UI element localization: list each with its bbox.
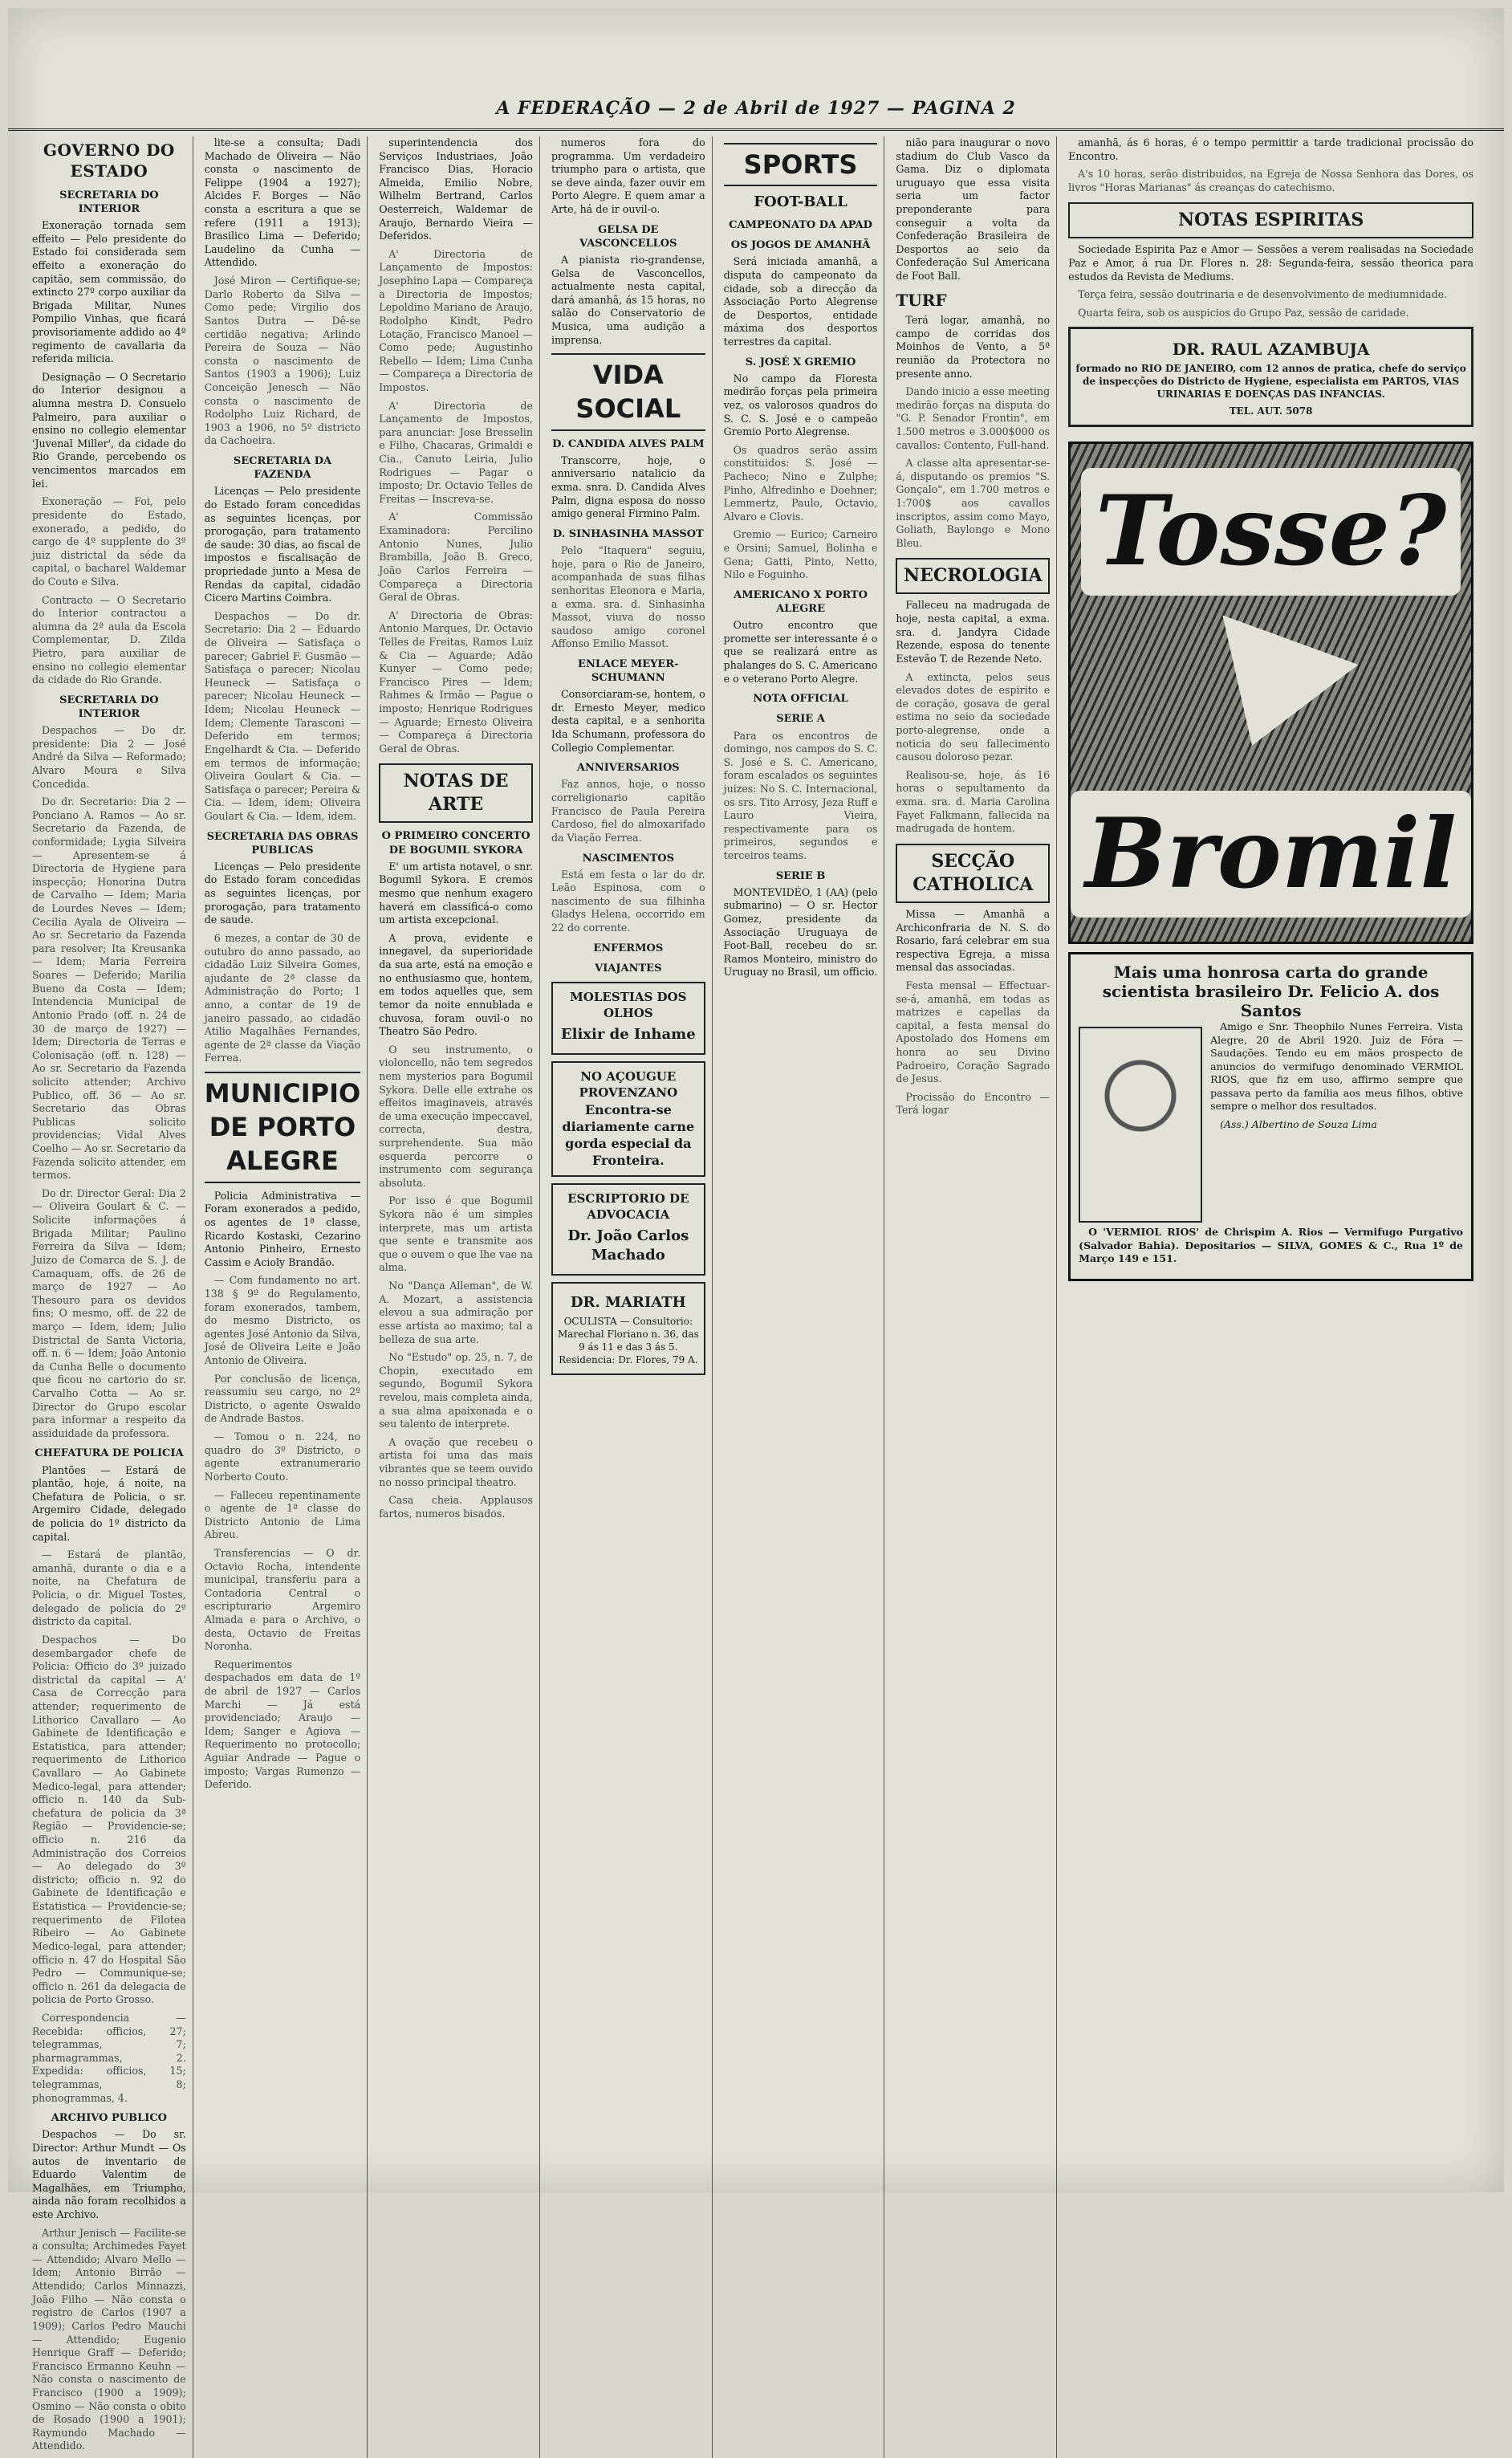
ad-advocacia <box>551 1183 705 1276</box>
article-text: Policia Administrativa — Foram exonerados a pedido, os agentes de 1ª classe, Ricardo Kostaski, Cezarino Antonio Pinheiro, Ernesto Cassim e Acioly Brandão. <box>204 1189 361 1268</box>
column-5 <box>724 136 885 2458</box>
article-text: Despachos — Do sr. Director: Arthur Mundt — Os autos de inventario de Eduardo Valentim de Magalhães, em Triumpho, ainda não foram recolhidos a este Archivo. <box>32 2128 186 2221</box>
subtitle-gelsa: GELSA DE VASCONCELLOS <box>579 223 677 250</box>
article-text: Consorciaram-se, hontem, o dr. Ernesto Meyer, medico desta capital, e a senhorita Ida Schumann, professora do Collegio Complementar. <box>551 688 705 754</box>
article-text: Designação — O Secretario do Interior designou a alumna mestra D. Consuelo Palmeiro, para auxiliar o ensino no collegio elementar 'Juvenal Miller', da cidade do Rio Grande, percebendo os vencimentos marcados em lei. <box>32 370 186 490</box>
subtitle-primeiro-concerto: O PRIMEIRO CONCERTO DE BOGUMIL SYKORA <box>381 830 530 857</box>
ad-head: NO AÇOUGUE PROVENZANO <box>579 1069 678 1101</box>
subtitle-football: FOOT-BALL <box>754 193 847 211</box>
ad-name: DR. RAUL AZAMBUJA <box>1172 339 1370 359</box>
ad-elixir-inhame <box>551 982 705 1055</box>
subtitle-viajantes: VIAJANTES <box>595 962 662 975</box>
subtitle-serie-a: SERIE A <box>776 713 825 726</box>
article-text: lite-se a consulta; Dadi Machado de Oliveira — Não consta o nascimento de Felippe (1904 a 1927); Alcides F. Borges — Não consta a escritura a que se refere (1911 a 1913); Brasilico Lima — Deferido; Laudelino da Cunha — Attendido. <box>204 136 361 269</box>
subtitle-enfermos: ENFERMOS <box>593 942 664 954</box>
subtitle-secretaria-obras: SECRETARIA DAS OBRAS PUBLICAS <box>206 830 359 857</box>
ad-name: DR. MARIATH <box>570 1294 686 1312</box>
subtitle-anniversarios: ANNIVERSARIOS <box>576 762 680 775</box>
tosse-word: Tosse? <box>1081 468 1461 595</box>
column-3 <box>379 136 540 2458</box>
article-body: A's 10 horas, serão distribuidos, na Egreja de Nossa Senhora das Dores, os livros "Horas Marianas" ás creanças do catechismo. <box>1068 168 1473 193</box>
article-body: — Com fundamento no art. 138 § 9º do Regulamento, foram exonerados, tambem, do mesmo Districto, os agentes José Antonio da Silva, José de Oliveira Leite e João Antonio de Oliveira. Por conclusão de licença, reassumiu seu cargo, no 2º Districto, o agente Oswaldo de Andrade Bastos. — Tomou o n. 224, no quadro do 3º Districto, o agente extranumerario Norberto Couto. — Falleceu repentinamente o agente de 1ª classe do Districto Antonio de Lima Abreu. Transferencias — O dr. Octavio Rocha, intendente municipal, transferiu para a Contadoria Central o escripturario Argemiro Almada e para o Archivo, o desta, Octavio de Freitas Noronha. Requerimentos despachados em data de 1º de abril de 1927 — Carlos Marchi — Já está providenciado; Araujo — Idem; Sanger e Agiova — Requerimento no protocollo; Aguiar Andrade — Pague o imposto; Vargas Rumenzo — Deferido. <box>204 1274 361 1791</box>
ad-text: Encontra-se diariamente carne gorda especial da Fronteira. <box>562 1101 695 1169</box>
article-text: Licenças — Pelo presidente do Estado foram concedidas as seguintes licenças, por prorogação, para tratamento de saude: 30 dias, ao fiscal de impostos e fiscalisação de propriedade junto a Mesa de Rendas da capital, cidadão Cicero Martins Coimbra. <box>204 485 361 604</box>
subtitle-enlace: ENLACE MEYER-SCHUMANN <box>578 657 679 685</box>
municipio-title: MUNICIPIO DE PORTO ALEGRE <box>205 1072 360 1183</box>
article-body: Despachos — Do dr. presidente: Dia 2 — José André da Silva — Reformado; Alvaro Moura e Silva Concedida. Do dr. Secretario: Dia 2 — Ponciano A. Ramos — Ao sr. Secretario da Fazenda, de conformidade; Lygia Silveira — Apresentem-se á Directoria de Hygiene para inspecção; Honorina Dutra de Carvalho — Idem; Maria de Lourdes Neves — Idem; Cecilia Ayala de Oliveira — Ao sr. Secretario da Fazenda para resolver; Ita Kreusanka — Idem; Maria Ferreira Soares — Deferido; Marilia Bueno da Costa — Idem; Intendencia Municipal de Antonio Prado (off. n. 24 de 30 de março de 1927) — Idem; Directoria de Terras e Colonisação (off. n. 128) — Ao sr. Secretario da Fazenda solicito attender; Archivo Publico, off. 36 — Ao sr. Secretario das Obras Publicas solicito providencias; Vidal Alves Coelho — Ao sr. Secretario da Fazenda solicito attender, em termos. Do dr. Director Geral: Dia 2 — Oliveira Goulart & C. — Solicite informações á Brigada Militar; Paulino Ferreira da Silva — Idem; Juizo de Comarca de S. J. de Camaquam, offs. de 26 de março de 1927 — Ao Thesouro para os devidos fins; O mesmo, off. de 22 de março — Idem, idem; Julio Districtal de Santa Victoria, off. n. 6 — Idem; João Antonio da Cunha Belle o documento que ficou no cartorio do sr. Carvalho Cotta — Ao sr. Director do Grupo escolar para informar a respeito da assiduidade da professora. <box>32 724 186 1439</box>
running-header: A FEDERAÇÃO — 2 de Abril de 1927 — PAGINA 2 <box>8 88 1504 131</box>
article-body: Terça feira, sessão doutrinaria e de desenvolvimento de mediumnidade. Quarta feira, sob os auspicios do Grupo Paz, sessão de caridade. <box>1078 288 1448 319</box>
article-body: Os quadros serão assim constituidos: S. José — Pacheco; Nino e Zulphe; Pinho, Alfredinho e Doehner; Lemmertz, Paulo, Octavio, Alvaro e Clovis. Gremio — Eurico; Carneiro e Orsini; Samuel, Bolinha e Gena; Gatti, Pinto, Netto, Nilo e Foguinho. <box>723 443 878 581</box>
subtitle-turf: TURF <box>896 290 947 310</box>
column-7 <box>1068 136 1480 2458</box>
child-portrait-icon <box>1079 1027 1202 1223</box>
article-body: 6 mezes, a contar de 30 de outubro do anno passado, ao cidadão Luiz Silveira Gomes, ajudante de 2ª classe da Administração do Porto; 1 anno, a contar de 19 de janeiro passado, ao cidadão Atilio Magalhães Fernandes, agente de 2ª classe da Viação Ferrea. <box>204 931 361 1064</box>
subtitle-nota-official: NOTA OFFICIAL <box>753 693 848 706</box>
article-text: Sociedade Espirita Paz e Amor — Sessões a verem realisadas na Sociedade Paz e Amor, á rua Dr. Flores n. 28: Segunda-feira, sessão theorica para estudos da Revista de Mediums. <box>1068 243 1473 283</box>
article-body: Festa mensal — Effectuar-se-á, amanhã, em todas as matrizes e capellas da capital, a festa mensal do Apostolado dos Homens em honra ao seu Divino Padroeiro, Coração Sagrado de Jesus. Procissão do Encontro — Terá logar <box>896 979 1051 1117</box>
subtitle-candida: D. CANDIDA ALVES PALM <box>552 437 705 450</box>
ad-text: formado no RIO DE JANEIRO, com 12 annos de pratica, chefe do serviço de inspecções do Districto de Hygiene, especialista em PARTOS, VIAS URINARIAS E DOENÇAS DAS INFANCIAS. <box>1075 362 1466 400</box>
necrologia-title: NECROLOGIA <box>896 558 1050 594</box>
ad-felicio-tail: O 'VERMIOL RIOS' de Chrispim A. Rios — Vermifugo Purgativo (Salvador Bahia). Depositarios — SILVA, GOMES & C., Rua 1º de Março 149 e 151. <box>1079 1226 1463 1265</box>
article-text: Licenças — Pelo presidente do Estado foram concedidas as seguintes licenças, por prorogação, para tratamento de saude. <box>204 860 361 926</box>
sports-title: SPORTS <box>724 143 878 186</box>
columns <box>32 136 1480 2452</box>
article-text: superintendencia dos Serviços Industriaes, João Francisco Dias, Horacio Almeida, Emilio Nobre, Wilhelm Bertrand, Carlos Oesterreich, Waldemar de Araujo, Bernardo Vieira — Deferidos. <box>379 136 533 242</box>
article-text: Falleceu na madrugada de hoje, nesta capital, a exma. sra. d. Jandyra Cidade Rezende, esposa do tenente Estevão T. de Rezende Neto. <box>896 599 1051 665</box>
article-body: O seu instrumento, o violoncello, não tem segredos nem mysterios para Bogumil Sykora. Delle elle extrahe os effeitos imaginaveis, através de uma execução impeccavel, correcta, destra, surprehendente. Sua mão esquerda percorre o instrumento com segurança absoluta. Por isso é que Bogumil Sykora não é um simples interprete, mas um artista que sente e transmite aos que o ouvem o que lhe vae na alma. No "Dança Alleman", de W. A. Mozart, a assistencia elevou a sua admiração por esse artista ao maximo; tal a belleza de sua arte. No "Estudo" op. 25, n. 7, de Chopin, executado em segundo, Bogumil Sykora revelou, mais completa ainda, a sua alma apaixonada e o seu talento de interprete. A ovação que recebeu o artista foi uma das mais vibrantes que se teem ouvido no nosso principal theatro. Casa cheia. Applausos fartos, numeros bisados. <box>379 1043 533 1520</box>
article-text: Missa — Amanhã a Archiconfraria de N. S. do Rosario, fará celebrar em sua respectiva Egreja, a missa mensal das associadas. <box>896 907 1051 974</box>
article-body: Exoneração — Foi, pelo presidente do Estado, exonerado, a pedido, do cargo de 4º supplente do 3º juiz districtal da séde da capital, o bacharel Waldemar do Couto e Silva. Contracto — O Secretario do Interior contractou a alumna da 2ª aula da Escola Complementar, D. Zilda Pietro, para auxiliar de ensino no collegio elementar da cidade do Rio Grande. <box>32 495 186 686</box>
article-text: amanhã, ás 6 horas, é o tempo permittir a tarde tradicional procissão do Encontro. <box>1068 136 1473 162</box>
ad-head: ESCRIPTORIO DE ADVOCACIA <box>567 1191 689 1223</box>
article-text: Outro encontro que promette ser interessante é o que se realizará entre as phalanges do S. C. Americano e o veterano Porto Alegre. <box>723 619 878 685</box>
subtitle-secretaria-interior-2: SECRETARIA DO INTERIOR <box>59 694 159 720</box>
article-text: MONTEVIDÉO, 1 (AA) (pelo submarino) — O sr. Hector Gomez, presidente da Associação Uruguaya de Foot-Ball, recebeu do sr. Ramos Monteiro, ministro do Uruguay no Brasil, um officio. <box>723 885 878 979</box>
subtitle-secretaria-fazenda: SECRETARIA DA FAZENDA <box>233 455 332 482</box>
subtitle-sjose-gremio: S. JOSÉ X GREMIO <box>745 356 856 368</box>
column-4 <box>551 136 713 2458</box>
article-body: Para os encontros de domingo, nos campos do S. C. S. José e S. C. Americano, foram escalados os seguintes juizes: No S. C. Internacional, os srs. Tito Arrosy, Jeza Ruff e Lauro Vieira, respectivamente para os primeiros, segundos e terceiros teams. <box>723 729 878 862</box>
vida-social-title: VIDA SOCIAL <box>551 353 705 430</box>
ad-name: Elixir de Inhame <box>560 1025 696 1043</box>
subtitle-archivo-publico: ARCHIVO PUBLICO <box>51 2112 168 2125</box>
ad-head: MOLESTIAS DOS OLHOS <box>570 990 687 1020</box>
article-body: José Miron — Certifique-se; Darlo Roberto da Silva — Como pede; Virgilio dos Santos Dutra — Dê-se certidão negativa; Arlindo Pereira de Souza — Não consta o nascimento de Santos (1903 a 1906); Luiz Conceição Jenesch — Não consta o nascimento de Rodolpho Luiz Richard, de 1903 a 1906, no 5º districto da Cachoeira. <box>204 275 361 447</box>
article-body: Faz annos, hoje, o nosso correligionario capitão Francisco de Paula Pereira Cardoso, fiel do almoxarifado da Viação Ferrea. <box>551 778 705 844</box>
subtitle-americano: AMERICANO X PORTO ALEGRE <box>734 588 868 616</box>
ad-text: OCULISTA — Consultorio: Marechal Floriano n. 36, das 9 ás 11 e das 3 ás 5. Residencia: Dr. Flores, 79 A. <box>557 1316 699 1365</box>
subtitle-campeonato: CAMPEONATO DA APAD <box>729 218 872 231</box>
article-text: E' um artista notavel, o snr. Bogumil Sykora. E cremos mesmo que nenhum exagero haverá em classificá-o como um artista excepcional. <box>379 860 533 926</box>
column-1 <box>32 136 193 2458</box>
article-text: nião para inaugurar o novo stadium do Club Vasco da Gama. Diz o diplomata uruguayo que essa visita seria um factor preponderante para conseguir a volta da Confederação Brasileira de Desportos ao seio da Confederação Sul Americana de Foot Ball. <box>896 136 1051 283</box>
subtitle-serie-b: SERIE B <box>775 869 826 882</box>
article-body: — Estará de plantão, amanhã, durante o dia e a noite, na Chefatura de Policia, o dr. Miguel Tostes, delegado de policia do 2º districto da capital. Despachos — Do desembargador chefe de Policia: Officio do 3º juizado districtal da capital — A' Casa de Correcção para attender; requerimento de Lithorico Cavallaro — Ao Gabinete de Identificação e Estatistica, para attender; requerimento de Lithorico Cavallaro — Ao Gabinete Medico-legal, para attender; officio n. 140 da Sub-chefatura de policia da 3ª Região — Providencie-se; officio n. 216 da Administração dos Correios — Ao delegado do 3º districto; officio n. 92 do Gabinete de Identificação e Estatistica — Providencie-se; requerimento de Filotea Ribeiro — Ao Gabinete Medico-legal, para attender; officio n. 47 do Hospital São Pedro — Communique-se; officio n. 261 da delegacia de policia de Porto Grosso. Correspondencia — Recebida: officios, 27; telegrammas, 7; pharmagrammas, 2. Expedida: officios, 15; telegrammas, 8; phonogrammas, 4. <box>32 1548 186 2104</box>
article-text: Plantões — Estará de plantão, hoje, á noite, na Chefatura de Policia, o sr. Argemiro Cidade, delegado de policia do 1º districto da capital. <box>32 1463 186 1543</box>
subtitle-chefatura-policia: CHEFATURA DE POLICIA <box>35 1447 184 1460</box>
ad-raul-azambuja <box>1068 327 1473 428</box>
ad-felicio <box>1068 952 1473 1281</box>
ad-tosse-bromil <box>1068 442 1473 944</box>
section-title-governo: GOVERNO DO ESTADO <box>43 140 175 181</box>
article-text: numeros fora do programma. Um verdadeiro triumpho para o artista, que se deve ainda, fazer ouvir em Porto Alegre. E quem amar a Arte, há de ir ouvil-o. <box>551 136 705 216</box>
subtitle-nascimentos: NASCIMENTOS <box>582 852 674 865</box>
ad-mariath <box>551 1282 705 1374</box>
ad-acougue <box>551 1061 705 1177</box>
bromil-word: Bromil <box>1071 791 1471 918</box>
article-body: A' Directoria de Lançamento de Impostos: Josephino Lapa — Compareça a Directoria de Impostos; Lepoldino Mariano de Araujo, Rodolpho Kindt, Pedro Lotação, Francisco Manoel — Como pede; Augustinho Rebello — Idem; Lima Cunha — Compareça a Directoria de Impostos. A' Directoria de Lançamento de Impostos, para anunciar: Jose Bresselin e Filho, Chacaras, Grimaldi e Cia., Canuto Leiria, Julio Rodrigues — Pagar o imposto; Dr. Octavio Telles de Freitas — Inscreva-se. A' Commissão Examinadora: Percilino Antonio Nunes, Julio Brambilla, João B. Greco, João Carlos Ferreira — Compareça a Directoria Geral de Obras. A' Directoria de Obras: Antonio Marques, Dr. Octavio Telles de Freitas, Ramos Luiz & Cia — Aguarde; Adão Kunyer — Como pede; Francisco Pires — Idem; Rahmes & Irmão — Pague o imposto; Henrique Rodrigues — Aguarde; Ernesto Oliveira — Compareça á Directoria Geral de Obras. <box>379 247 533 755</box>
notas-espiritas-title: NOTAS ESPIRITAS <box>1068 202 1473 238</box>
newspaper-page <box>8 8 1504 2452</box>
article-body: Dando inicio a esse meeting medirão forças na disputa do "G. P. Senador Frontin", em 1.500 metros e 3.000$000 os cavallos: Contento, Full-hand. A classe alta apresentar-se-á, disputando os premios "S. Gonçalo", em 1.700 metros e 1:700$ aos cavallos inscriptos, assim como Mayo, Goliath, Baylongo e Mono Bleu. <box>896 385 1051 549</box>
article-text: Terá logar, amanhã, no campo de corridas dos Moinhos de Vento, a 5ª reunião da Protectora no presente anno. <box>896 314 1051 380</box>
notas-de-arte-title: NOTAS DE ARTE <box>379 763 533 823</box>
article-body: Pelo "Itaquera" seguiu, hoje, para o Rio de Janeiro, acompanhada de suas filhas senhoritas Eleonora e Maria, a exma. sra. d. Sinhasinha Massot, viuva do nosso saudoso amigo coronel Affonso Emilio Massot. <box>551 544 705 650</box>
ad-felicio-text: Amigo e Snr. Theophilo Nunes Ferreira. Vista Alegre, 20 de Abril 1920. Juiz de Fóra — Saudações. Tendo eu em mãos prospecto de anuncios do vermifugo denominado VERMIOL RIOS, que fiz em uso, affirmo sempre que passava perto da família aos meus filhos, obtive sempre o melhor dos resultados. <box>1210 1020 1463 1113</box>
subtitle-secretaria-interior: SECRETARIA DO INTERIOR <box>59 189 159 215</box>
article-text: Será iniciada amanhã, a disputa do campeonato da cidade, sob a direcção da Associação Porto Alegrense de Desportos, entidade máxima dos desportos terrestres da capital. <box>723 255 878 348</box>
article-text: No campo da Floresta medirão forças pela primeira vez, os valorosos quadros do S. C. S. José e o campeão Gremio Porto Alegrense. <box>723 372 878 438</box>
article-body: Arthur Jenisch — Facilite-se a consulta; Archimedes Fayet — Attendido; Alvaro Mello — Idem; Antonio Birrão — Attendido; Carlos Minnazzi, João Filho — Não consta o registro de Carlos (1907 a 1909); Carlos Pedro Mauchi — Attendido; Eugenio Henrique Graff — Deferido; Francisco Ermanno Keuhn — Não consta o nascimento de Francisco (1900 a 1909); Osmino — Não consta o obito de Rosado (1900 a 1901); Raymundo Machado — Attendido. <box>32 2226 186 2452</box>
article-text: Transcorre, hoje, o anniversario natalicio da exma. snra. D. Candida Alves Palm, digna esposa do nosso amigo general Firmino Palm. <box>551 454 705 520</box>
article-body: Despachos — Do dr. Secretario: Dia 2 — Eduardo de Oliveira — Satisfaça o parecer; Gabriel F. Gusmão — Satisfaça o parecer; Nicolau Heuneck — Satisfaça o parecer; Nicolau Heuneck — Idem; Nicolau Heuneck — Idem; Clemente Tarasconi — Deferido em termos; Engelhardt & Cia. — Deferido em termos de informação; Oliveira Goulart & Cia. — Satisfaça o parecer; Pereira & Cia. — Idem, idem; Oliveira Goulart & Cia. — Idem, idem. <box>204 609 361 822</box>
subtitle-jogos: OS JOGOS DE AMANHÃ <box>730 239 871 252</box>
ad-name: Dr. João Carlos Machado <box>567 1227 689 1264</box>
ad-felicio-title: Mais uma honrosa carta do grande scientista brasileiro Dr. Felicio A. dos Santos <box>1102 962 1440 1021</box>
bolt-icon <box>1184 616 1358 771</box>
article-body: Está em festa o lar do dr. Leão Espinosa, com o nascimento de sua filhinha Gladys Helena, occorrido em 22 do corrente. <box>551 868 705 934</box>
seccao-catholica-title: SECÇÃO CATHOLICA <box>896 844 1050 903</box>
article-body: A extincta, pelos seus elevados dotes de espirito e de coração, gosava de geral estima no seio da sociedade porto-alegrense, onde a noticia do seu fallecimento causou doloroso pezar. Realisou-se, hoje, ás 16 horas o sepultamento da exma. sra. d. Maria Carolina Fayet Falkmann, fallecida na madrugada de hontem. <box>896 670 1051 835</box>
column-2 <box>205 136 368 2458</box>
ad-felicio-sign: (Ass.) Albertino de Souza Lima <box>1220 1117 1377 1130</box>
article-text: A prova, evidente e innegavel, da superioridade da sua arte, está na emoção e no enthusiasmo que, hontem, em todos aquelles que, sem temor da noite ennublada e chuvosa, foram ouvil-o no Theatro São Pedro. <box>379 931 533 1038</box>
subtitle-sinhasinha: D. SINHASINHA MASSOT <box>552 527 704 540</box>
column-6 <box>896 136 1057 2458</box>
article-text: Exoneração tornada sem effeito — Pelo presidente do Estado foi considerada sem effeito a exoneração do capitão, sem commissão, do extincto 27º corpo auxiliar da Brigada Militar, Nunes Pompilio Vinhas, que ficará provisoriamente addido ao 4º regimento de cavallaria da referida milicia. <box>32 219 186 365</box>
ad-phone: TEL. AUT. 5078 <box>1229 405 1313 417</box>
article-text: A pianista rio-grandense, Gelsa de Vasconcellos, actualmente nesta capital, dará amanhã, ás 15 horas, no salão do Conservatorio de Musica, uma audição a imprensa. <box>551 253 705 346</box>
